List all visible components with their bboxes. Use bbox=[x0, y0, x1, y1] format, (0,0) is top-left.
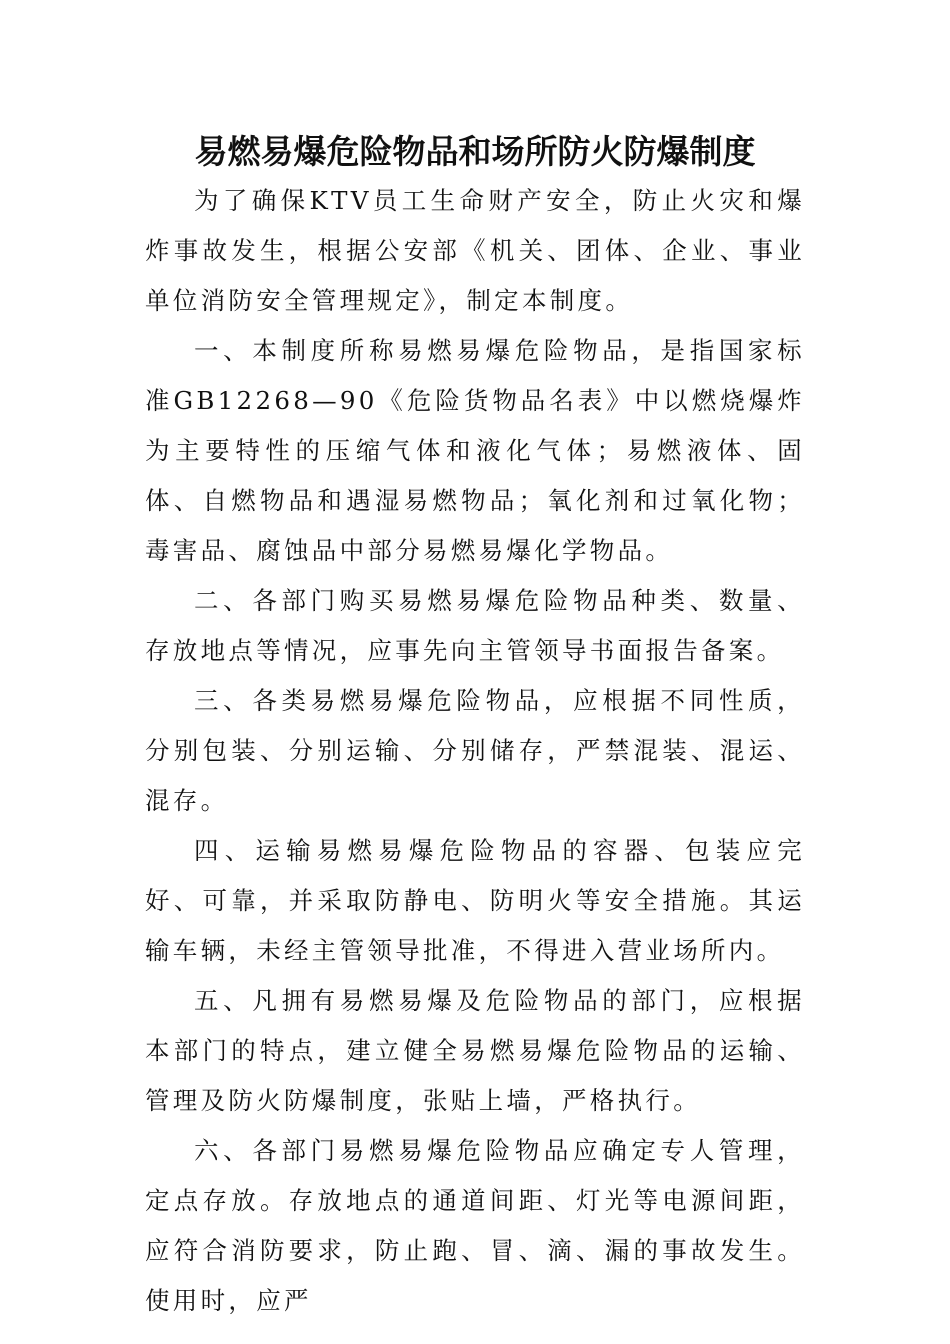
paragraph-intro: 为了确保KTV员工生命财产安全，防止火灾和爆炸事故发生，根据公安部《机关、团体、企业、事业单位消防安全管理规定》，制定本制度。 bbox=[145, 186, 805, 315]
paragraph-article-1: 一、本制度所称易燃易爆危险物品，是指国家标准GB12268—90《危险货物品名表》中以燃烧爆炸为主要特性的压缩气体和液化气体；易燃液体、固体、自燃物品和遇湿易燃物品；氧化剂和过氧化物；毒害品、腐蚀品中部分易燃易爆化学物品。 bbox=[145, 336, 805, 565]
document-body bbox=[145, 176, 805, 1326]
paragraph-article-4: 四、运输易燃易爆危险物品的容器、包装应完好、可靠，并采取防静电、防明火等安全措施。其运输车辆，未经主管领导批准，不得进入营业场所内。 bbox=[145, 836, 805, 965]
paragraph-article-5: 五、凡拥有易燃易爆及危险物品的部门，应根据本部门的特点，建立健全易燃易爆危险物品的运输、管理及防火防爆制度，张贴上墙，严格执行。 bbox=[145, 986, 805, 1115]
paragraph-article-2: 二、各部门购买易燃易爆危险物品种类、数量、存放地点等情况，应事先向主管领导书面报告备案。 bbox=[145, 586, 805, 665]
document-title: 易燃易爆危险物品和场所防火防爆制度 bbox=[194, 132, 756, 171]
paragraph-article-3: 三、各类易燃易爆危险物品，应根据不同性质，分别包装、分别运输、分别储存，严禁混装、混运、混存。 bbox=[145, 686, 805, 815]
paragraph-article-6: 六、各部门易燃易爆危险物品应确定专人管理，定点存放。存放地点的通道间距、灯光等电源间距，应符合消防要求，防止跑、冒、滴、漏的事故发生。使用时，应严 bbox=[145, 1136, 805, 1315]
